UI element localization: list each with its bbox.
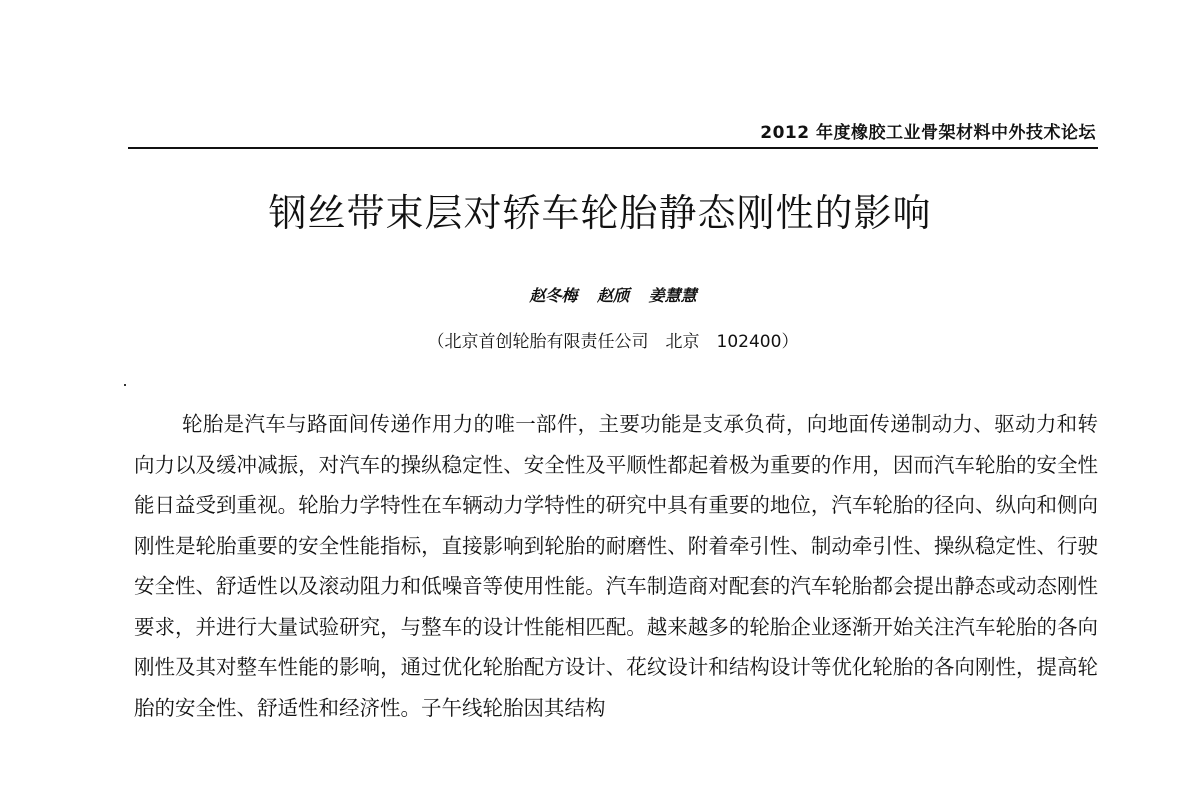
header-divider <box>128 147 1098 149</box>
body-paragraph: 轮胎是汽车与路面间传递作用力的唯一部件，主要功能是支承负荷，向地面传递制动力、驱动力和转向力以及缓冲减振，对汽车的操纵稳定性、安全性及平顺性都起着极为重要的作用，因而汽车轮胎的安全性能日益受到重视。轮胎力学特性在车辆动力学特性的研究中具有重要的地位，汽车轮胎的径向、纵向和侧向刚性是轮胎重要的安全性能指标，直接影响到轮胎的耐磨性、附着牵引性、制动牵引性、操纵稳定性、行驶安全性、舒适性以及滚动阻力和低噪音等使用性能。汽车制造商对配套的汽车轮胎都会提出静态或动态刚性要求，并进行大量试验研究，与整车的设计性能相匹配。越来越多的轮胎企业逐渐开始关注汽车轮胎的各向刚性及其对整车性能的影响，通过优化轮胎配方设计、花纹设计和结构设计等优化轮胎的各向刚性，提高轮胎的安全性、舒适性和经济性。子午线轮胎因其结构 <box>134 412 1098 720</box>
author-list: 赵冬梅 赵颀 姜慧慧 <box>529 286 697 305</box>
running-header: 2012 年度橡胶工业骨架材料中外技术论坛 <box>760 123 1096 143</box>
scan-speck <box>124 384 126 386</box>
article-title: 钢丝带束层对轿车轮胎静态刚性的影响 <box>268 191 932 235</box>
author-affiliation: （北京首创轮胎有限责任公司 北京 102400） <box>427 332 799 352</box>
